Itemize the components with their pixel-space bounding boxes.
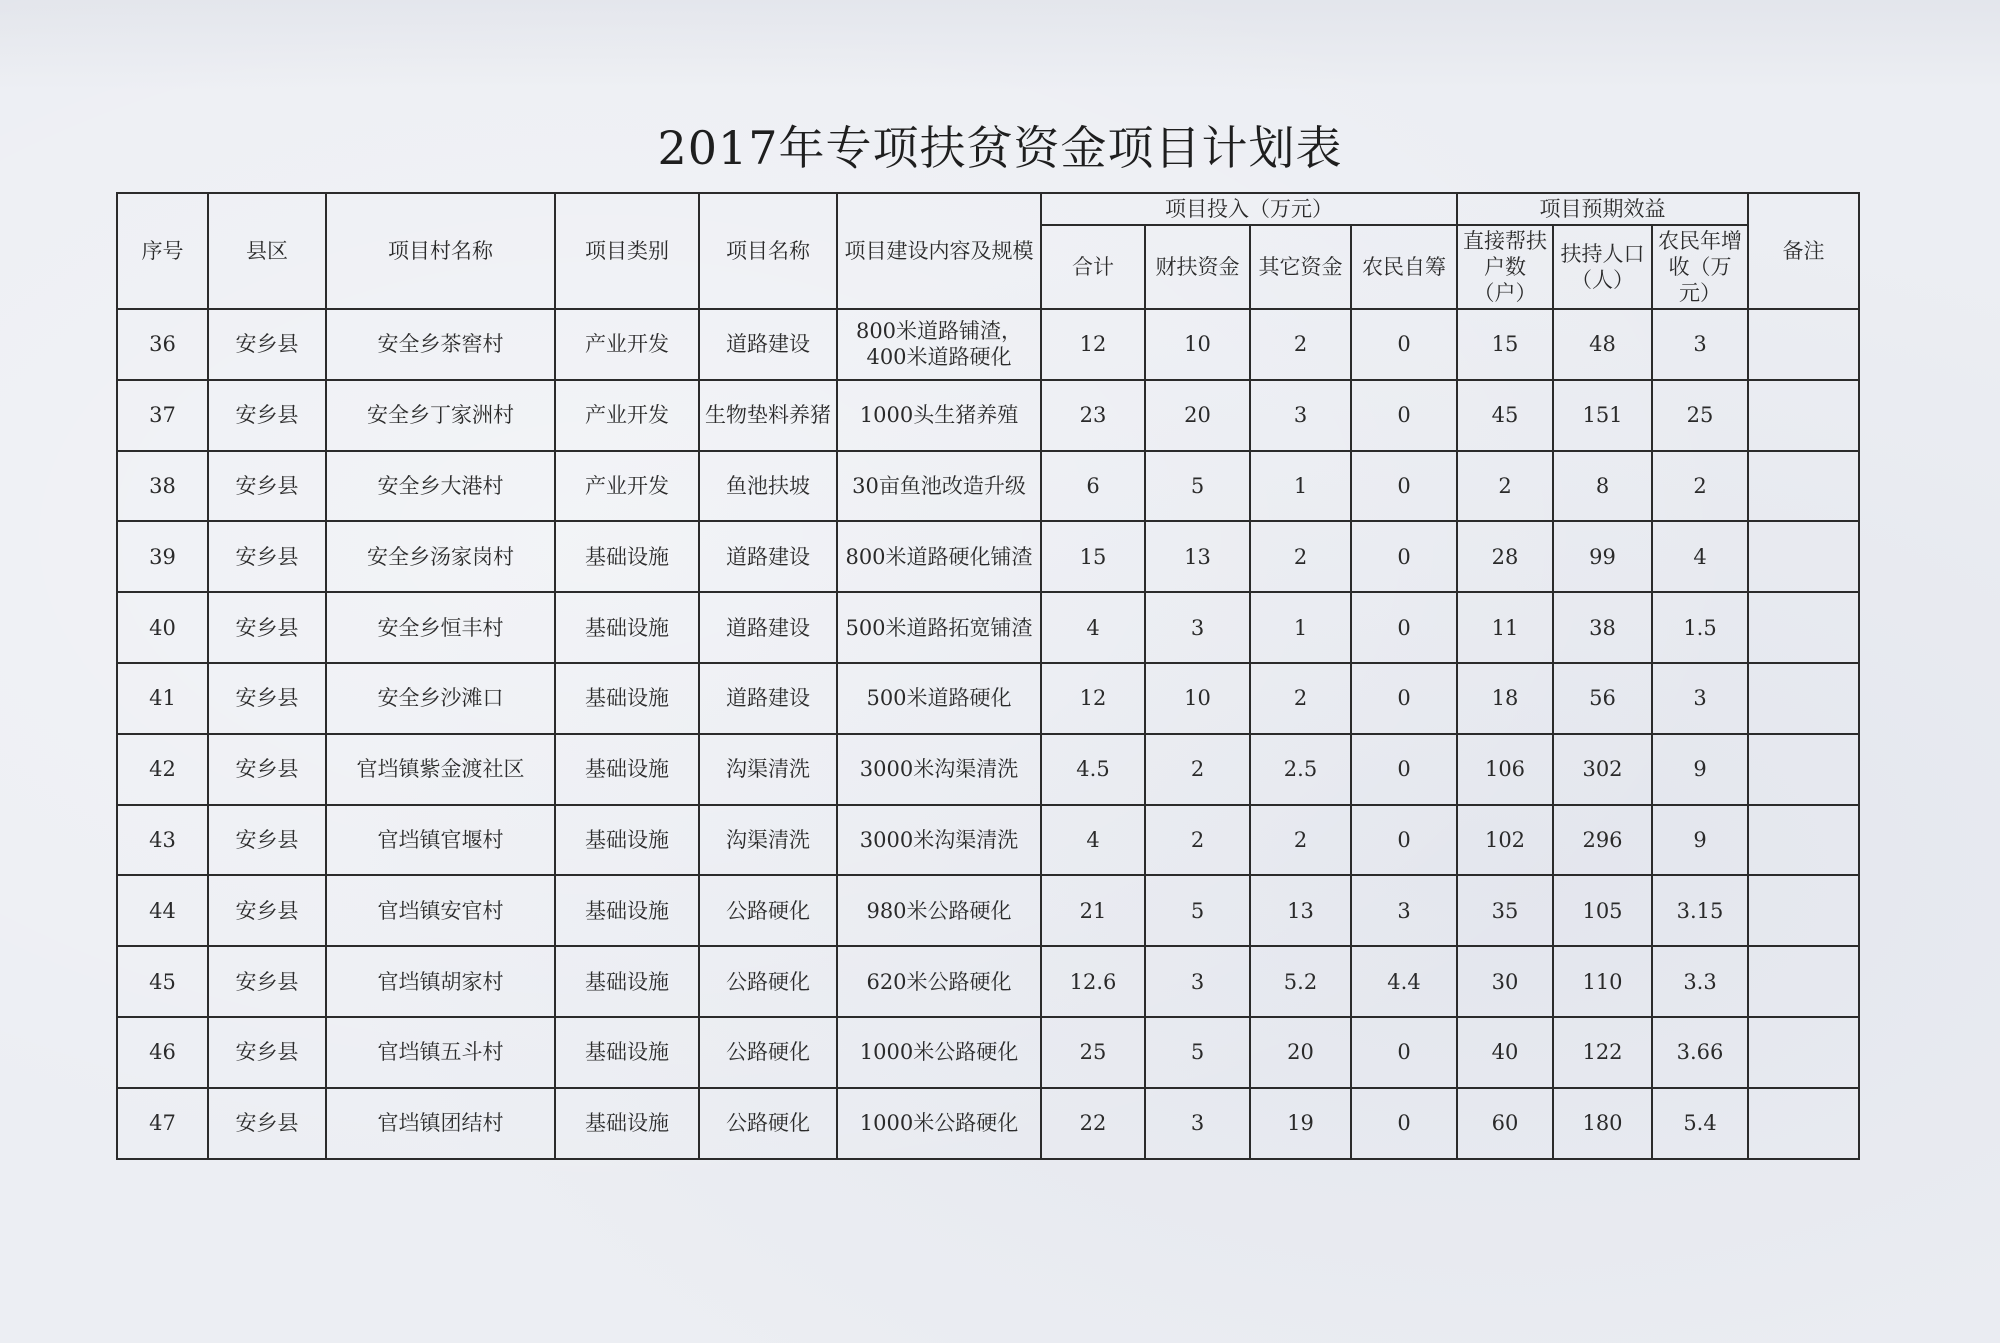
cell-total: 21: [1041, 875, 1145, 946]
cell-income: 9: [1652, 805, 1748, 876]
cell-remark: [1748, 663, 1859, 734]
cell-village: 安全乡大港村: [326, 451, 555, 522]
cell-category: 产业开发: [555, 309, 699, 380]
cell-content: 980米公路硬化: [837, 875, 1041, 946]
cell-total: 12: [1041, 309, 1145, 380]
cell-income: 3.3: [1652, 946, 1748, 1017]
cell-farmer: 0: [1351, 1088, 1457, 1159]
cell-total: 4: [1041, 805, 1145, 876]
cell-county: 安乡县: [208, 734, 326, 805]
header-village: 项目村名称: [326, 193, 555, 309]
cell-fiscal: 5: [1145, 875, 1250, 946]
cell-fiscal: 13: [1145, 521, 1250, 592]
cell-remark: [1748, 875, 1859, 946]
table-row: [117, 875, 1859, 946]
cell-people: 56: [1553, 663, 1652, 734]
cell-income: 2: [1652, 451, 1748, 522]
cell-farmer: 0: [1351, 805, 1457, 876]
cell-farmer: 0: [1351, 521, 1457, 592]
cell-village: 官垱镇团结村: [326, 1088, 555, 1159]
cell-content: 30亩鱼池改造升级: [837, 451, 1041, 522]
header-content: 项目建设内容及规模: [837, 193, 1041, 309]
cell-households: 11: [1457, 592, 1553, 663]
cell-village: 安全乡汤家岗村: [326, 521, 555, 592]
cell-total: 4.5: [1041, 734, 1145, 805]
cell-income: 3: [1652, 309, 1748, 380]
header-households: 直接帮扶户数（户）: [1457, 225, 1553, 309]
cell-farmer: 0: [1351, 1017, 1457, 1088]
cell-village: 官垱镇安官村: [326, 875, 555, 946]
table-row: [117, 946, 1859, 1017]
cell-remark: [1748, 309, 1859, 380]
table-row: [117, 309, 1859, 380]
cell-village: 安全乡恒丰村: [326, 592, 555, 663]
cell-content: 500米道路拓宽铺渣: [837, 592, 1041, 663]
cell-county: 安乡县: [208, 451, 326, 522]
cell-farmer: 0: [1351, 734, 1457, 805]
cell-seq: 45: [117, 946, 208, 1017]
project-plan-table: [116, 192, 1860, 1160]
cell-farmer: 0: [1351, 380, 1457, 451]
cell-category: 基础设施: [555, 875, 699, 946]
cell-category: 基础设施: [555, 663, 699, 734]
cell-seq: 47: [117, 1088, 208, 1159]
cell-project: 沟渠清洗: [699, 805, 837, 876]
header-county: 县区: [208, 193, 326, 309]
cell-project: 公路硬化: [699, 875, 837, 946]
cell-people: 151: [1553, 380, 1652, 451]
cell-project: 公路硬化: [699, 1088, 837, 1159]
cell-remark: [1748, 1088, 1859, 1159]
cell-other: 1: [1250, 592, 1351, 663]
cell-people: 99: [1553, 521, 1652, 592]
cell-category: 产业开发: [555, 380, 699, 451]
cell-farmer: 0: [1351, 592, 1457, 663]
header-people: 扶持人口（人）: [1553, 225, 1652, 309]
cell-total: 22: [1041, 1088, 1145, 1159]
cell-income: 25: [1652, 380, 1748, 451]
header-other: 其它资金: [1250, 225, 1351, 309]
cell-county: 安乡县: [208, 663, 326, 734]
header-seq: 序号: [117, 193, 208, 309]
cell-people: 110: [1553, 946, 1652, 1017]
document-title: 2017年专项扶贫资金项目计划表: [657, 121, 1343, 175]
table-row: [117, 380, 1859, 451]
cell-village: 官垱镇官堰村: [326, 805, 555, 876]
cell-total: 15: [1041, 521, 1145, 592]
cell-content: 800米道路硬化铺渣: [837, 521, 1041, 592]
cell-village: 官垱镇紫金渡社区: [326, 734, 555, 805]
cell-county: 安乡县: [208, 380, 326, 451]
cell-project: 道路建设: [699, 663, 837, 734]
cell-seq: 46: [117, 1017, 208, 1088]
cell-category: 基础设施: [555, 946, 699, 1017]
cell-people: 38: [1553, 592, 1652, 663]
header-benefit-group: 项目预期效益: [1457, 193, 1748, 225]
cell-people: 105: [1553, 875, 1652, 946]
table-row: [117, 592, 1859, 663]
cell-county: 安乡县: [208, 521, 326, 592]
cell-income: 3: [1652, 663, 1748, 734]
cell-households: 28: [1457, 521, 1553, 592]
table-row: [117, 451, 1859, 522]
cell-seq: 40: [117, 592, 208, 663]
cell-seq: 44: [117, 875, 208, 946]
header-total: 合计: [1041, 225, 1145, 309]
cell-people: 296: [1553, 805, 1652, 876]
table-body: [117, 309, 1859, 1159]
cell-income: 1.5: [1652, 592, 1748, 663]
cell-project: 道路建设: [699, 521, 837, 592]
cell-project: 道路建设: [699, 592, 837, 663]
cell-county: 安乡县: [208, 309, 326, 380]
cell-other: 2: [1250, 521, 1351, 592]
cell-content: 500米道路硬化: [837, 663, 1041, 734]
cell-farmer: 0: [1351, 663, 1457, 734]
cell-households: 18: [1457, 663, 1553, 734]
cell-seq: 36: [117, 309, 208, 380]
cell-households: 2: [1457, 451, 1553, 522]
cell-content: 1000头生猪养殖: [837, 380, 1041, 451]
cell-total: 12: [1041, 663, 1145, 734]
header-investment-group: 项目投入（万元）: [1041, 193, 1457, 225]
cell-seq: 39: [117, 521, 208, 592]
cell-project: 生物垫料养猪: [699, 380, 837, 451]
cell-category: 基础设施: [555, 1088, 699, 1159]
cell-content: 1000米公路硬化: [837, 1017, 1041, 1088]
cell-other: 13: [1250, 875, 1351, 946]
cell-fiscal: 3: [1145, 946, 1250, 1017]
cell-county: 安乡县: [208, 805, 326, 876]
cell-households: 106: [1457, 734, 1553, 805]
cell-category: 基础设施: [555, 1017, 699, 1088]
cell-other: 2: [1250, 663, 1351, 734]
cell-other: 2: [1250, 309, 1351, 380]
cell-fiscal: 10: [1145, 309, 1250, 380]
cell-project: 鱼池扶坡: [699, 451, 837, 522]
cell-seq: 38: [117, 451, 208, 522]
cell-category: 基础设施: [555, 805, 699, 876]
cell-households: 30: [1457, 946, 1553, 1017]
cell-village: 官垱镇胡家村: [326, 946, 555, 1017]
cell-people: 302: [1553, 734, 1652, 805]
table-row: [117, 734, 1859, 805]
cell-farmer: 4.4: [1351, 946, 1457, 1017]
cell-fiscal: 2: [1145, 734, 1250, 805]
cell-remark: [1748, 451, 1859, 522]
cell-remark: [1748, 734, 1859, 805]
cell-category: 产业开发: [555, 451, 699, 522]
cell-total: 23: [1041, 380, 1145, 451]
cell-people: 122: [1553, 1017, 1652, 1088]
header-project: 项目名称: [699, 193, 837, 309]
cell-fiscal: 5: [1145, 451, 1250, 522]
cell-households: 60: [1457, 1088, 1553, 1159]
cell-other: 5.2: [1250, 946, 1351, 1017]
cell-farmer: 3: [1351, 875, 1457, 946]
cell-income: 5.4: [1652, 1088, 1748, 1159]
cell-other: 3: [1250, 380, 1351, 451]
cell-content: 620米公路硬化: [837, 946, 1041, 1017]
cell-total: 6: [1041, 451, 1145, 522]
cell-fiscal: 2: [1145, 805, 1250, 876]
cell-other: 2.5: [1250, 734, 1351, 805]
cell-households: 15: [1457, 309, 1553, 380]
cell-households: 102: [1457, 805, 1553, 876]
cell-fiscal: 3: [1145, 592, 1250, 663]
cell-village: 安全乡丁家洲村: [326, 380, 555, 451]
cell-other: 19: [1250, 1088, 1351, 1159]
cell-content: 3000米沟渠清洗: [837, 805, 1041, 876]
cell-project: 公路硬化: [699, 1017, 837, 1088]
cell-content: 800米道路铺渣，400米道路硬化: [837, 309, 1041, 380]
cell-county: 安乡县: [208, 875, 326, 946]
cell-remark: [1748, 946, 1859, 1017]
cell-village: 安全乡茶窖村: [326, 309, 555, 380]
header-category: 项目类别: [555, 193, 699, 309]
cell-income: 3.66: [1652, 1017, 1748, 1088]
cell-seq: 42: [117, 734, 208, 805]
table-row: [117, 521, 1859, 592]
cell-county: 安乡县: [208, 1017, 326, 1088]
table-row: [117, 805, 1859, 876]
cell-remark: [1748, 380, 1859, 451]
scan-shading: [0, 0, 2000, 90]
cell-households: 45: [1457, 380, 1553, 451]
cell-village: 安全乡沙滩口: [326, 663, 555, 734]
cell-other: 20: [1250, 1017, 1351, 1088]
cell-farmer: 0: [1351, 451, 1457, 522]
cell-farmer: 0: [1351, 309, 1457, 380]
cell-remark: [1748, 805, 1859, 876]
cell-households: 40: [1457, 1017, 1553, 1088]
cell-income: 4: [1652, 521, 1748, 592]
header-fiscal: 财扶资金: [1145, 225, 1250, 309]
header-income: 农民年增收（万元）: [1652, 225, 1748, 309]
cell-people: 48: [1553, 309, 1652, 380]
header-farmer: 农民自筹: [1351, 225, 1457, 309]
cell-project: 公路硬化: [699, 946, 837, 1017]
cell-fiscal: 3: [1145, 1088, 1250, 1159]
cell-project: 道路建设: [699, 309, 837, 380]
cell-seq: 43: [117, 805, 208, 876]
cell-people: 8: [1553, 451, 1652, 522]
cell-category: 基础设施: [555, 734, 699, 805]
cell-total: 25: [1041, 1017, 1145, 1088]
cell-other: 2: [1250, 805, 1351, 876]
cell-total: 12.6: [1041, 946, 1145, 1017]
cell-people: 180: [1553, 1088, 1652, 1159]
cell-content: 1000米公路硬化: [837, 1088, 1041, 1159]
cell-village: 官垱镇五斗村: [326, 1017, 555, 1088]
cell-other: 1: [1250, 451, 1351, 522]
cell-county: 安乡县: [208, 592, 326, 663]
cell-county: 安乡县: [208, 1088, 326, 1159]
table-row: [117, 1088, 1859, 1159]
cell-total: 4: [1041, 592, 1145, 663]
cell-seq: 41: [117, 663, 208, 734]
cell-fiscal: 20: [1145, 380, 1250, 451]
cell-county: 安乡县: [208, 946, 326, 1017]
cell-remark: [1748, 592, 1859, 663]
cell-income: 3.15: [1652, 875, 1748, 946]
table-row: [117, 1017, 1859, 1088]
cell-remark: [1748, 1017, 1859, 1088]
cell-category: 基础设施: [555, 592, 699, 663]
cell-fiscal: 10: [1145, 663, 1250, 734]
cell-income: 9: [1652, 734, 1748, 805]
cell-remark: [1748, 521, 1859, 592]
cell-households: 35: [1457, 875, 1553, 946]
cell-project: 沟渠清洗: [699, 734, 837, 805]
cell-fiscal: 5: [1145, 1017, 1250, 1088]
cell-category: 基础设施: [555, 521, 699, 592]
cell-seq: 37: [117, 380, 208, 451]
cell-content: 3000米沟渠清洗: [837, 734, 1041, 805]
header-remark: 备注: [1748, 193, 1859, 309]
table-row: [117, 663, 1859, 734]
